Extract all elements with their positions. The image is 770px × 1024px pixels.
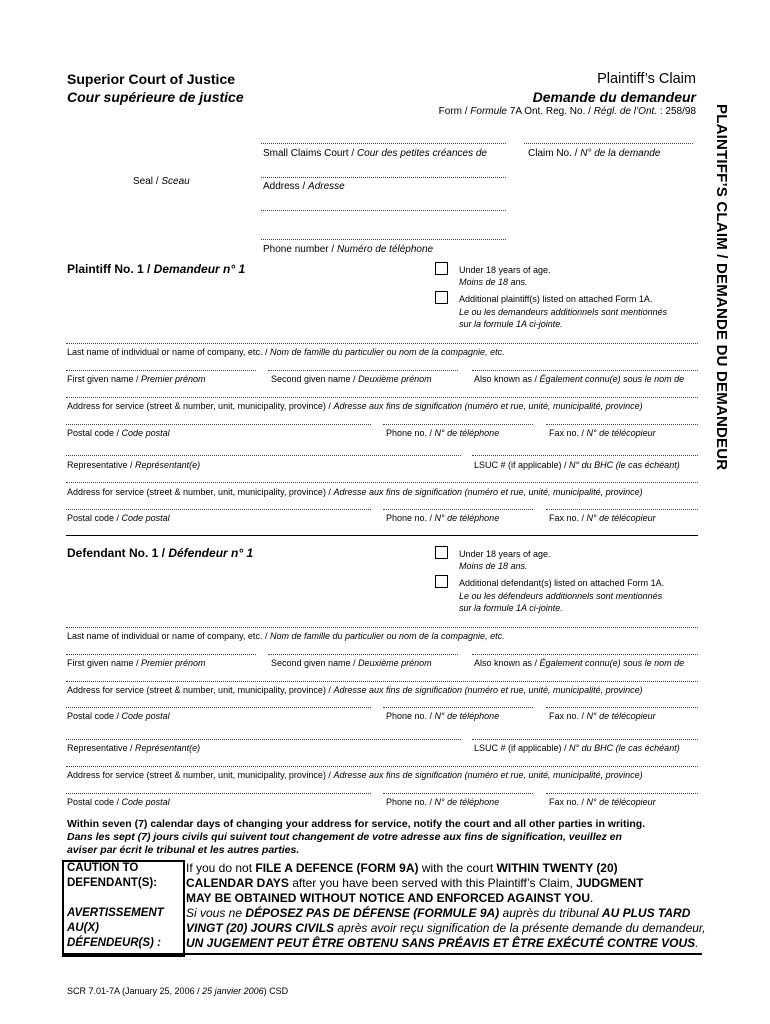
defendant-lsuc-line[interactable] (472, 739, 698, 740)
defendant-phone-line[interactable] (383, 707, 533, 708)
claim-no-label-en: Claim No. / (528, 148, 581, 159)
label-fr: Également connu(e) sous le nom de (539, 374, 685, 384)
label-fr: N° du BHC (le cas échéant) (569, 743, 680, 753)
label-en: Fax no. / (549, 513, 587, 523)
defendant-postal-label (67, 711, 170, 721)
defendant-address-line[interactable] (66, 681, 698, 682)
label-en: Postal code / (67, 428, 122, 438)
plaintiff-rep-line[interactable] (66, 455, 461, 456)
plaintiff-lsuc-label (474, 460, 680, 470)
plaintiff-under18-en: Under 18 years of age. (459, 265, 551, 275)
label-fr: Adresse aux fins de signification (numéro et rue, unité, municipalité, province) (333, 685, 643, 695)
label-fr: N° de télécopieur (586, 428, 656, 438)
plaintiff-additional-checkbox[interactable] (435, 291, 448, 304)
claim-no-label-fr: N° de la demande (580, 148, 661, 159)
caution-text-fr-2 (186, 921, 706, 935)
seal-label-fr: Sceau (161, 176, 190, 187)
plaintiff-additional-fr-2: sur la formule 1A ci-jointe. (459, 319, 563, 329)
address-change-notice-en: Within seven (7) calendar days of changing your address for service, notify the court and all other parties in writing. (67, 818, 646, 830)
caution-bottom-rule (62, 953, 702, 955)
defendant-additional-en: Additional defendant(s) listed on attached Form 1A. (459, 578, 665, 588)
form-title-fr: Demande du demandeur (532, 89, 696, 105)
text-part: auprès du tribunal (499, 906, 602, 920)
label-en: Last name of individual or name of company, etc. / (67, 631, 270, 641)
defendant-aka-line[interactable] (472, 654, 698, 655)
label-en: Second given name / (271, 374, 359, 384)
label-fr: N° de téléphone (434, 797, 500, 807)
address-change-notice-fr-2: aviser par écrit le tribunal et les autres parties. (67, 844, 300, 856)
defendant-under18-fr: Moins de 18 ans. (459, 561, 528, 571)
label-fr: Adresse aux fins de signification (numéro et rue, unité, municipalité, province) (333, 770, 643, 780)
label-en: Second given name / (271, 658, 359, 668)
label-en: Also known as / (474, 658, 540, 668)
plaintiff-rep-label (67, 460, 200, 470)
plaintiff-first-name-line[interactable] (66, 370, 256, 371)
plaintiff-postal-label (67, 428, 170, 438)
defendant-phone-label (386, 711, 499, 721)
plaintiff-last-name-line[interactable] (66, 343, 698, 344)
label-fr: Représentant(e) (135, 743, 201, 753)
label-en: Representative / (67, 460, 136, 470)
plaintiff-postal-line[interactable] (66, 424, 371, 425)
seal-label (133, 176, 190, 187)
label-fr: Également connu(e) sous le nom de (539, 658, 685, 668)
label-en: Phone no. / (386, 428, 435, 438)
text-part: If you do not (186, 861, 256, 875)
label-en: First given name / (67, 374, 142, 384)
defendant-rep-phone-line[interactable] (383, 793, 533, 794)
reg-label-fr: Régl. de l’Ont. (593, 106, 658, 117)
label-en: Phone no. / (386, 797, 435, 807)
defendant-additional-checkbox[interactable] (435, 575, 448, 588)
defendant-rep-label (67, 743, 200, 753)
defendant-rep-fax-line[interactable] (546, 793, 698, 794)
defendant-rep-postal-line[interactable] (66, 793, 371, 794)
label-en: Postal code / (67, 711, 122, 721)
label-fr: N° du BHC (le cas échéant) (569, 460, 680, 470)
caution-text-en-3 (186, 891, 593, 905)
defendant-heading-fr: Défendeur n° 1 (168, 546, 254, 560)
defendant-second-name-line[interactable] (268, 654, 458, 655)
label-en: Fax no. / (549, 428, 587, 438)
label-en: First given name / (67, 658, 142, 668)
text-part: CALENDAR DAYS (186, 876, 289, 890)
label-en: Address for service (street & number, unit, municipality, province) / (67, 401, 334, 411)
text-part: AU PLUS TARD (601, 906, 691, 920)
text-part: UN JUGEMENT PEUT ÊTRE OBTENU SANS PRÉAVIS ET ÊTRE EXÉCUTÉ CONTRE VOUS (186, 936, 696, 950)
plaintiff-aka-label (474, 374, 684, 384)
label-en: Postal code / (67, 797, 122, 807)
plaintiff-rep-postal-line[interactable] (66, 509, 371, 510)
defendant-aka-label (474, 658, 684, 668)
defendant-fax-line[interactable] (546, 707, 698, 708)
label-en: Address for service (street & number, unit, municipality, province) / (67, 685, 334, 695)
caution-text-en-2 (186, 876, 644, 890)
plaintiff-fax-line[interactable] (546, 424, 698, 425)
plaintiff-first-name-label (67, 374, 206, 384)
form-regulation (439, 106, 696, 117)
plaintiff-rep-address-label (67, 487, 643, 497)
plaintiff-additional-en: Additional plaintiff(s) listed on attached Form 1A. (459, 294, 653, 304)
address-label-en: Address / (263, 181, 309, 192)
label-fr: Adresse aux fins de signification (numéro et rue, unité, municipalité, province) (333, 401, 643, 411)
defendant-heading (67, 546, 253, 560)
plaintiff-second-name-line[interactable] (268, 370, 458, 371)
plaintiff-under18-fr: Moins de 18 ans. (459, 277, 528, 287)
text-part: VINGT (20) JOURS CIVILS (186, 921, 335, 935)
text-part: . (590, 891, 594, 905)
label-fr: N° de télécopieur (586, 797, 656, 807)
court-phone-line[interactable] (261, 239, 506, 240)
label-fr: N° de télécopieur (586, 711, 656, 721)
label-fr: Deuxième prénom (358, 374, 432, 384)
small-claims-label-en: Small Claims Court / (263, 148, 357, 159)
defendant-rep-phone-label (386, 797, 499, 807)
plaintiff-phone-line[interactable] (383, 424, 533, 425)
label-en: Fax no. / (549, 711, 587, 721)
plaintiff-lsuc-line[interactable] (472, 455, 698, 456)
court-address-label (263, 181, 345, 192)
label-fr: Premier prénom (141, 374, 206, 384)
defendant-rep-postal-label (67, 797, 170, 807)
defendant-last-name-label (67, 631, 505, 641)
label-en: Representative / (67, 743, 136, 753)
small-claims-court-label (263, 148, 487, 159)
label-en: Fax no. / (549, 797, 587, 807)
label-en: Address for service (street & number, unit, municipality, province) / (67, 487, 334, 497)
form-label-en: Form / (438, 106, 471, 117)
text-part: après avoir reçu signification de la présente demande du demandeur, (334, 921, 706, 935)
form-number: 7A Ont. Reg. No. / (506, 106, 594, 117)
plaintiff-address-label (67, 401, 643, 411)
text-part: after you have been served with this Plaintiff’s Claim, (288, 876, 577, 890)
defendant-rep-address-line[interactable] (66, 766, 698, 767)
text-part: Si vous ne (186, 906, 246, 920)
plaintiff-rep-fax-line[interactable] (546, 509, 698, 510)
label-en: Phone no. / (386, 711, 435, 721)
label-en: Address for service (street & number, unit, municipality, province) / (67, 770, 334, 780)
caution-label-fr-1: AVERTISSEMENT (67, 907, 164, 919)
footer-code: SCR 7.01-7A (January 25, 2006 / (67, 986, 203, 996)
label-fr: N° de téléphone (434, 513, 500, 523)
text-part: FILE A DEFENCE (FORM 9A) (255, 861, 419, 875)
label-fr: N° de télécopieur (586, 513, 656, 523)
plaintiff-fax-label (549, 428, 656, 438)
defendant-rep-line[interactable] (66, 739, 461, 740)
plaintiff-rep-phone-label (386, 513, 499, 523)
text-part: with the court (418, 861, 497, 875)
label-fr: Code postal (121, 711, 170, 721)
court-phone-label-fr: Numéro de téléphone (336, 244, 434, 255)
address-label-fr: Adresse (308, 181, 345, 192)
defendant-heading-en: Defendant No. 1 / (67, 546, 169, 560)
label-fr: Code postal (121, 797, 170, 807)
label-en: LSUC # (if applicable) / (474, 743, 570, 753)
defendant-under18-en: Under 18 years of age. (459, 549, 551, 559)
label-fr: N° de téléphone (434, 711, 500, 721)
label-fr: Nom de famille du particulier ou nom de la compagnie, etc. (269, 631, 505, 641)
small-claims-label-fr: Cour des petites créances de (356, 148, 487, 159)
reg-number: : 258/98 (657, 106, 696, 117)
label-fr: Représentant(e) (135, 460, 201, 470)
form-title-en: Plaintiff’s Claim (597, 71, 696, 87)
defendant-first-name-label (67, 658, 206, 668)
plaintiff-rep-phone-line[interactable] (383, 509, 533, 510)
plaintiff-additional-fr-1: Le ou les demandeurs additionnels sont mentionnés (459, 307, 668, 317)
claim-no-line[interactable] (524, 143, 693, 144)
plaintiff-rep-postal-label (67, 513, 170, 523)
plaintiff-address-line[interactable] (66, 397, 698, 398)
plaintiff-aka-line[interactable] (472, 370, 698, 371)
label-fr: Code postal (121, 513, 170, 523)
defendant-address-label (67, 685, 643, 695)
court-address-line-2[interactable] (261, 210, 506, 211)
plaintiff-heading-fr: Demandeur n° 1 (153, 262, 246, 276)
defendant-fax-label (549, 711, 656, 721)
defendant-rep-address-label (67, 770, 643, 780)
defendant-last-name-line[interactable] (66, 627, 698, 628)
label-fr: Premier prénom (141, 658, 206, 668)
section-divider (66, 535, 698, 536)
caution-text-fr-3 (186, 936, 699, 950)
seal-label-en: Seal / (133, 176, 162, 187)
caution-label-en-2: DEFENDANT(S): (67, 877, 158, 889)
defendant-first-name-line[interactable] (66, 654, 256, 655)
label-en: Also known as / (474, 374, 540, 384)
plaintiff-rep-address-line[interactable] (66, 482, 698, 483)
small-claims-court-line[interactable] (261, 143, 506, 144)
plaintiff-phone-label (386, 428, 499, 438)
defendant-additional-fr-2: sur la formule 1A ci-jointe. (459, 603, 563, 613)
text-part: JUDGMENT (576, 876, 644, 890)
defendant-second-name-label (271, 658, 432, 668)
form-code-footer (67, 986, 288, 996)
plaintiff-heading-en: Plaintiff No. 1 / (67, 262, 154, 276)
caution-text-fr-1 (186, 906, 690, 920)
text-part: DÉPOSEZ PAS DE DÉFENSE (FORMULE 9A) (245, 906, 500, 920)
caution-label-fr-3: DÉFENDEUR(S) : (67, 937, 161, 949)
label-fr: Adresse aux fins de signification (numéro et rue, unité, municipalité, province) (333, 487, 643, 497)
plaintiff-under18-checkbox[interactable] (435, 262, 448, 275)
label-en: LSUC # (if applicable) / (474, 460, 570, 470)
claim-no-label (528, 148, 660, 159)
label-en: Phone no. / (386, 513, 435, 523)
text-part: WITHIN TWENTY (20) (496, 861, 618, 875)
footer-date-fr: 25 janvier 2006 (202, 986, 264, 996)
address-change-notice-fr-1: Dans les sept (7) jours civils qui suivent tout changement de votre adresse aux fins de signification, veuillez en (67, 831, 622, 843)
label-en: Postal code / (67, 513, 122, 523)
label-fr: Nom de famille du particulier ou nom de la compagnie, etc. (269, 347, 505, 357)
vertical-form-title: PLAINTIFF’S CLAIM / DEMANDE DU DEMANDEUR (713, 104, 730, 471)
defendant-postal-line[interactable] (66, 707, 371, 708)
defendant-lsuc-label (474, 743, 680, 753)
plaintiff-last-name-label (67, 347, 505, 357)
defendant-under18-checkbox[interactable] (435, 546, 448, 559)
plaintiff-second-name-label (271, 374, 432, 384)
label-en: Last name of individual or name of company, etc. / (67, 347, 270, 357)
caution-label-en-1: CAUTION TO (67, 862, 139, 874)
footer-end: ) CSD (263, 986, 289, 996)
court-address-line-1[interactable] (261, 177, 506, 178)
court-phone-label (263, 244, 433, 255)
label-fr: Code postal (121, 428, 170, 438)
court-phone-label-en: Phone number / (263, 244, 337, 255)
defendant-additional-fr-1: Le ou les défendeurs additionnels sont mentionnés (459, 591, 663, 601)
caution-text-en-1 (186, 861, 618, 875)
caution-label-fr-2: AU(X) (67, 922, 99, 934)
text-part: MAY BE OBTAINED WITHOUT NOTICE AND ENFORCED AGAINST YOU (186, 891, 591, 905)
plaintiff-rep-fax-label (549, 513, 656, 523)
form-label-fr: Formule (470, 106, 507, 117)
label-fr: Deuxième prénom (358, 658, 432, 668)
court-name-fr: Cour supérieure de justice (67, 89, 244, 105)
court-name-en: Superior Court of Justice (67, 71, 236, 87)
text-part: . (695, 936, 699, 950)
defendant-rep-fax-label (549, 797, 656, 807)
plaintiff-heading (67, 262, 245, 276)
label-fr: N° de téléphone (434, 428, 500, 438)
